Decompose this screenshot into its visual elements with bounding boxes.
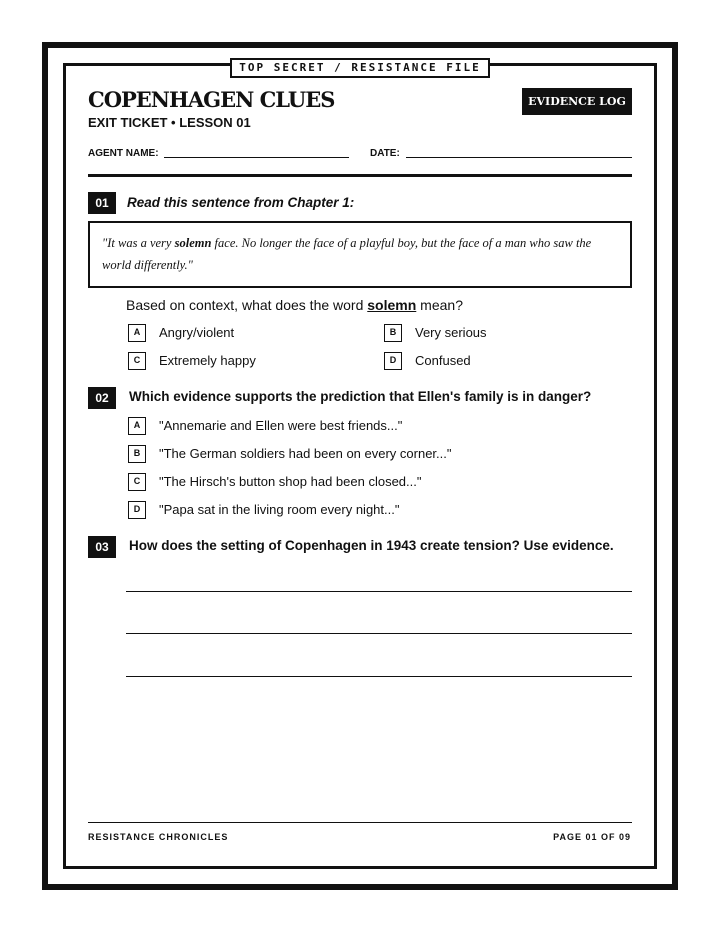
q1-option-d-text: Confused bbox=[415, 353, 471, 368]
page-title: COPENHAGEN CLUES bbox=[88, 87, 335, 112]
q2-option-a-box[interactable]: A bbox=[128, 417, 146, 435]
footer-left-text: RESISTANCE CHRONICLES bbox=[88, 832, 229, 842]
question-3-text: How does the setting of Copenhagen in 1943 create tension? Use evidence. bbox=[129, 538, 614, 553]
q1-option-a-box[interactable]: A bbox=[128, 324, 146, 342]
prompt-highlight-word: solemn bbox=[367, 297, 417, 313]
q2-option-d-box[interactable]: D bbox=[128, 501, 146, 519]
page-number: PAGE 01 OF 09 bbox=[553, 832, 631, 842]
question-number-3: 03 bbox=[88, 536, 116, 558]
question-number-1: 01 bbox=[88, 192, 116, 214]
quote-text-start: "It was a very bbox=[102, 236, 175, 250]
answer-line-3[interactable] bbox=[126, 676, 632, 677]
q2-option-c-box[interactable]: C bbox=[128, 473, 146, 491]
q1-option-d-box[interactable]: D bbox=[384, 352, 402, 370]
prompt-text-start: Based on context, what does the word bbox=[126, 297, 368, 313]
q2-option-b-box[interactable]: B bbox=[128, 445, 146, 463]
date-field[interactable] bbox=[406, 157, 632, 158]
footer-divider bbox=[88, 822, 632, 823]
inner-frame bbox=[63, 63, 657, 869]
date-label: DATE: bbox=[370, 148, 400, 159]
question-2-text: Which evidence supports the prediction that Ellen's family is in danger? bbox=[129, 389, 592, 404]
quote-highlight-word: solemn bbox=[174, 236, 212, 250]
header-divider bbox=[88, 174, 632, 177]
answer-line-1[interactable] bbox=[126, 591, 632, 592]
evidence-log-button[interactable]: EVIDENCE LOG bbox=[522, 88, 632, 115]
q2-option-b-text: "The German soldiers had been on every corner..." bbox=[159, 446, 452, 461]
q1-option-c-text: Extremely happy bbox=[159, 353, 256, 368]
agent-name-label: AGENT NAME: bbox=[88, 148, 159, 159]
top-secret-tag: TOP SECRET / RESISTANCE FILE bbox=[230, 58, 490, 78]
page-subtitle: EXIT TICKET • LESSON 01 bbox=[88, 115, 251, 130]
quote-box bbox=[88, 221, 632, 288]
question-1-text: Read this sentence from Chapter 1: bbox=[127, 195, 355, 210]
answer-line-2[interactable] bbox=[126, 633, 632, 634]
q2-option-c-text: "The Hirsch's button shop had been closed..." bbox=[159, 474, 422, 489]
q2-option-a-text: "Annemarie and Ellen were best friends..." bbox=[159, 418, 403, 433]
question-number-2: 02 bbox=[88, 387, 116, 409]
q1-option-a-text: Angry/violent bbox=[159, 325, 235, 340]
prompt-text-end: mean? bbox=[416, 297, 463, 313]
q1-option-b-text: Very serious bbox=[415, 325, 487, 340]
q2-option-d-text: "Papa sat in the living room every night..." bbox=[159, 502, 400, 517]
q1-option-c-box[interactable]: C bbox=[128, 352, 146, 370]
q1-option-b-box[interactable]: B bbox=[384, 324, 402, 342]
agent-name-field[interactable] bbox=[164, 157, 349, 158]
question-1-prompt bbox=[126, 296, 463, 314]
quote-text-end: face. No longer the face of a playful boy, but the face of a man who saw the world differently." bbox=[102, 236, 592, 272]
